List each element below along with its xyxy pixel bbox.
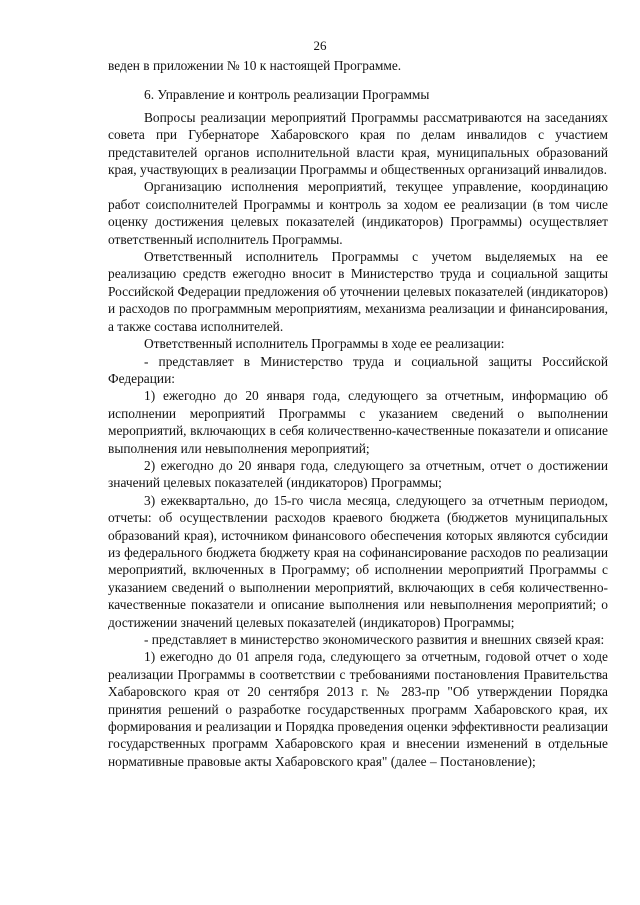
list-item: - представляет в министерство экономического развития и внешних связей края: xyxy=(144,632,605,647)
list-item: 3) ежеквартально, до 15-го числа месяца, следующего за отчетным периодом, отчеты: об осуществлении расходов краевого бюджета (бюджетов муниципальных образований края), источником финансового обеспечения которых являются субсидии из федерального бюджета бюджету края на софинансирование расходов по реализации мероприятий, включенных в Программу; об исполнении мероприятий Программы с указанием сведений о выполнении мероприятий, включающих в себя количественно-качественные показатели и описание выполнения или невыполнения мероприятий; о достижении значений целевых показателей (индикаторов) Программы; xyxy=(108,492,608,630)
paragraph: Организацию исполнения мероприятий, текущее управление, координацию работ соисполнителей Программы и контроль за ходом ее реализации (в том числе оценку достижения целевых показателей (индикаторов) Программы) осуществляет ответственный исполнитель Программы. xyxy=(108,179,608,247)
paragraph: Ответственный исполнитель Программы с учетом выделяемых на ее реализацию средств ежегодно вносит в Министерство труда и социальной защиты Российской Федерации предложения об уточнении целевых показателей (индикаторов) и расходов по программным мероприятиям, механизма реализации и финансирования, а также состава исполнителей. xyxy=(108,249,608,334)
paragraph: Ответственный исполнитель Программы в ходе ее реализации: xyxy=(144,336,505,352)
document-body xyxy=(108,57,608,770)
list-item: 2) ежегодно до 20 января года, следующего за отчетным, отчет о достижении значений целевых показателей (индикаторов) Программы; xyxy=(108,457,608,491)
list-item: 1) ежегодно до 20 января года, следующего за отчетным, информацию об исполнении мероприятий Программы с указанием сведений о выполнении мероприятий, включающих в себя количественно-качественные показатели и описание выполнения или невыполнения мероприятий; xyxy=(108,388,608,456)
list-item: 1) ежегодно до 01 апреля года, следующего за отчетным, годовой отчет о ходе реализации Программы в соответствии с требованиями постановления Правительства Хабаровского края от 20 сентября 2013 г. № 283-пр "Об утверждении Порядка принятия решений о разработке государственных программ Хабаровского края, их формирования и реализации и Порядка проведения оценки эффективности реализации государственных программ Хабаровского края и внесении изменений в отдельные нормативные правовые акты Хабаровского края" (далее – Постановление); xyxy=(108,649,608,769)
section-heading: 6. Управление и контроль реализации Программы xyxy=(144,87,430,103)
paragraph-continuation: веден в приложении № 10 к настоящей Программе. xyxy=(108,58,402,73)
list-item: - представляет в Министерство труда и социальной защиты Российской Федерации: xyxy=(108,353,608,386)
page-number: 26 xyxy=(313,38,327,53)
paragraph: Вопросы реализации мероприятий Программы рассматриваются на заседаниях совета при Губернаторе Хабаровского края по делам инвалидов с участием представителей органов исполнительной власти края, муниципальных образований края, участвующих в реализации Программы и общественных организаций инвалидов. xyxy=(108,109,608,178)
